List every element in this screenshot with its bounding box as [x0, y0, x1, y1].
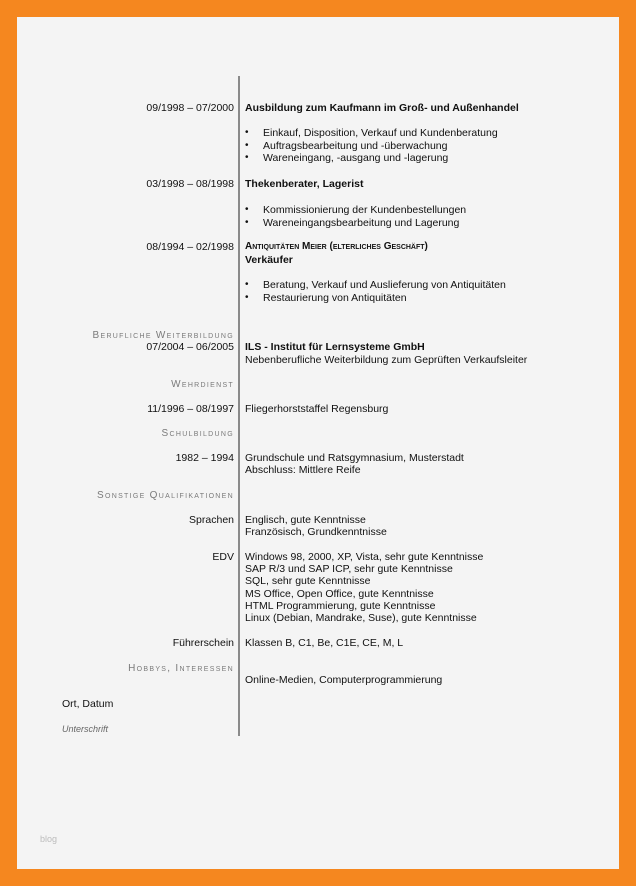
watermark: blog — [40, 834, 58, 844]
section-heading-schulbildung: Schulbildung — [161, 428, 234, 439]
experience-3-date: 08/1994 – 02/1998 — [146, 241, 234, 253]
section-heading-qualifikationen: Sonstige Qualifikationen — [97, 490, 234, 501]
signature-label: Unterschrift — [62, 724, 109, 734]
list-item: • Auftragsbearbeitung und -überwachung — [245, 140, 498, 153]
experience-2-date: 03/1998 – 08/1998 — [146, 178, 234, 190]
experience-1-bullets — [245, 127, 498, 165]
edv-line: MS Office, Open Office, gute Kenntnisse — [245, 588, 434, 600]
experience-1-date: 09/1998 – 07/2000 — [146, 102, 234, 114]
edv-line: HTML Programmierung, gute Kenntnisse — [245, 600, 436, 612]
sprachen-line-1: Englisch, gute Kenntnisse — [245, 514, 366, 526]
wehrdienst-date: 11/1996 – 08/1997 — [147, 403, 234, 415]
fuehrerschein-label: Führerschein — [172, 637, 234, 649]
edv-label: EDV — [212, 551, 234, 563]
fuehrerschein-text: Klassen B, C1, Be, C1E, CE, M, L — [245, 637, 404, 649]
schulbildung-line-2: Abschluss: Mittlere Reife — [245, 464, 361, 476]
sprachen-label: Sprachen — [189, 514, 234, 526]
schulbildung-line-1: Grundschule und Ratsgymnasium, Musterstadt — [245, 452, 464, 464]
list-item: • Wareneingang, -ausgang und -lagerung — [245, 152, 498, 165]
list-item: • Wareneingangsbearbeitung und Lagerung — [245, 217, 466, 230]
edv-line: SQL, sehr gute Kenntnisse — [245, 575, 371, 587]
experience-2-title: Thekenberater, Lagerist — [245, 178, 364, 190]
wehrdienst-text: Fliegerhorststaffel Regensburg — [245, 403, 389, 415]
edv-line: Windows 98, 2000, XP, Vista, sehr gute Kenntnisse — [245, 551, 484, 563]
edv-line: Linux (Debian, Mandrake, Suse), gute Kenntnisse — [245, 612, 477, 624]
list-item: • Kommissionierung der Kundenbestellungen — [245, 204, 466, 217]
list-item: • Einkauf, Disposition, Verkauf und Kundenberatung — [245, 127, 498, 140]
section-heading-wehrdienst: Wehrdienst — [171, 379, 234, 390]
schulbildung-date: 1982 – 1994 — [175, 452, 234, 464]
ort-datum-label: Ort, Datum — [62, 698, 114, 710]
hobbys-text: Online-Medien, Computerprogrammierung — [245, 674, 443, 686]
experience-3-title: Verkäufer — [245, 254, 293, 266]
edv-line: SAP R/3 und SAP ICP, sehr gute Kenntnisse — [245, 563, 453, 575]
experience-1-title: Ausbildung zum Kaufmann im Groß- und Außenhandel — [245, 102, 519, 114]
weiterbildung-title: ILS - Institut für Lernsysteme GmbH — [245, 341, 425, 353]
weiterbildung-date: 07/2004 – 06/2005 — [146, 341, 234, 353]
experience-3-company: Antiquitäten Meier (elterliches Geschäft) — [245, 241, 428, 252]
weiterbildung-text: Nebenberufliche Weiterbildung zum Geprüften Verkaufsleiter — [245, 354, 528, 366]
list-item: • Beratung, Verkauf und Auslieferung von Antiquitäten — [245, 279, 506, 292]
section-heading-weiterbildung: Berufliche Weiterbildung — [92, 330, 234, 341]
experience-3-bullets — [245, 279, 506, 304]
experience-2-bullets — [245, 204, 466, 229]
section-heading-hobbys: Hobbys, Interessen — [128, 663, 234, 674]
sprachen-line-2: Französisch, Grundkenntnisse — [245, 526, 387, 538]
list-item: • Restaurierung von Antiquitäten — [245, 292, 506, 305]
vertical-divider — [238, 76, 240, 736]
